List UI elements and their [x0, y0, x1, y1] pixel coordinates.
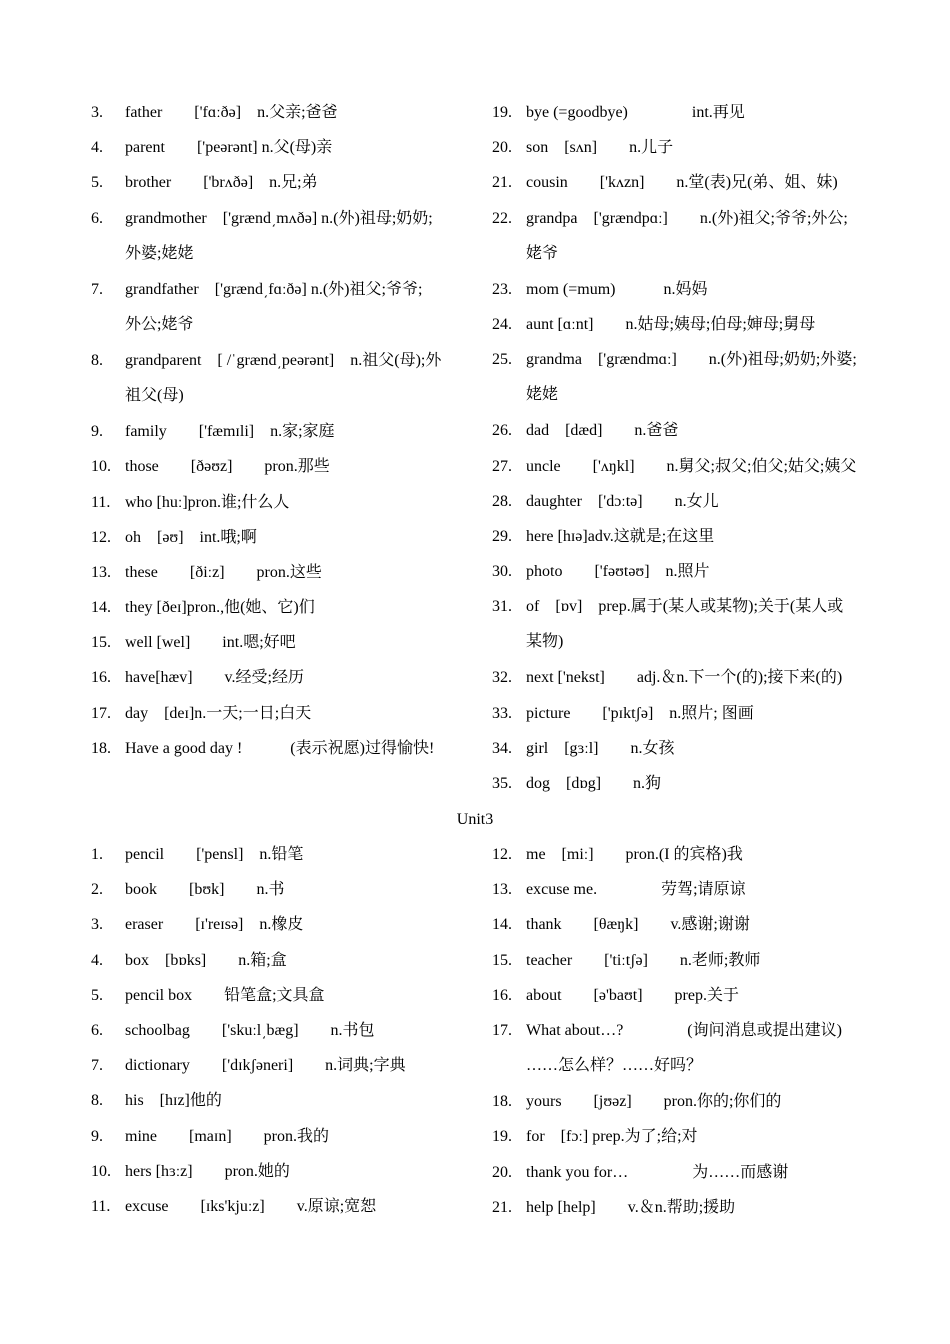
vocab-entry — [91, 1189, 471, 1224]
entry-text: excuse me. 劳驾;请原谅 — [526, 881, 746, 899]
entry-number: 32. — [492, 669, 512, 687]
entry-number: 20. — [492, 1163, 512, 1181]
vocab-entry — [492, 484, 912, 519]
entry-number: 22. — [492, 209, 512, 227]
entry-number: 17. — [91, 704, 111, 722]
vocab-entry — [91, 590, 471, 625]
entry-text: excuse [ɪks'kjuːz] v.原谅;宽恕 — [125, 1197, 377, 1215]
entry-number: 11. — [91, 493, 111, 511]
entry-text: grandfather ['grænd͵fɑːðə] n.(外)祖父;爷爷; — [125, 280, 423, 298]
entry-text: thank you for… 为……而感谢 — [526, 1163, 789, 1181]
entry-text: brother ['brʌðə] n.兄;弟 — [125, 174, 318, 192]
entry-text: book [bʊk] n.书 — [125, 881, 285, 899]
entry-text: box [bɒks] n.箱;盒 — [125, 951, 287, 969]
entry-text: me [miː] pron.(I 的宾格)我 — [526, 846, 743, 863]
entry-number: 17. — [492, 1021, 512, 1039]
entry-number: 19. — [492, 1128, 512, 1146]
entry-number: 34. — [492, 739, 512, 757]
entry-text: bye (=goodbye) int.再见 — [526, 104, 745, 121]
entry-text: of [ɒv] prep.属于(某人或某物);关于(某人或 — [526, 598, 844, 616]
vocab-entry — [91, 696, 471, 731]
vocab-entry — [91, 165, 471, 200]
entry-text: next ['nekst] adj.＆n.下一个(的);接下来(的) — [526, 669, 843, 687]
vocab-entry — [492, 872, 912, 907]
entry-continuation: 某物) — [526, 633, 564, 651]
entry-text: pencil box 铅笔盒;文具盒 — [125, 986, 325, 1004]
entry-number: 12. — [492, 846, 512, 863]
entry-text: well [wel] int.嗯;好吧 — [125, 634, 296, 652]
vocab-entry — [91, 485, 471, 520]
entry-number: 18. — [492, 1093, 512, 1111]
entry-text: pencil ['pensl] n.铅笔 — [125, 846, 304, 863]
entry-number: 16. — [91, 669, 111, 687]
entry-text: thank [θæŋk] v.感谢;谢谢 — [526, 916, 750, 934]
entry-number: 5. — [91, 986, 103, 1004]
entry-number: 26. — [492, 422, 512, 440]
vocab-entry — [492, 1013, 912, 1084]
entry-number: 4. — [91, 139, 103, 157]
entry-text: schoolbag ['skuːl͵bæg] n.书包 — [125, 1021, 375, 1039]
vocab-entry — [492, 1084, 912, 1119]
entry-number: 6. — [91, 209, 103, 227]
vocab-entry — [91, 1013, 471, 1048]
vocab-entry — [91, 343, 471, 414]
vocab-entry — [91, 731, 471, 766]
vocab-entry — [492, 837, 912, 872]
vocab-entry — [91, 1048, 471, 1083]
vocab-entry — [91, 625, 471, 660]
entry-text: cousin ['kʌzn] n.堂(表)兄(弟、姐、妹) — [526, 174, 838, 192]
vocab-entry — [492, 201, 912, 272]
vocab-entry — [91, 1083, 471, 1118]
vocab-entry — [492, 554, 912, 589]
vocab-entry — [91, 414, 471, 449]
entry-text: uncle ['ʌŋkl] n.舅父;叔父;伯父;姑父;姨父 — [526, 457, 857, 475]
entry-text: day [deɪ]n.一天;一日;白天 — [125, 704, 312, 722]
entry-number: 15. — [492, 951, 512, 969]
vocab-entry — [91, 943, 471, 978]
entry-number: 28. — [492, 492, 512, 510]
vocab-entry — [91, 95, 471, 130]
vocab-entry — [91, 872, 471, 907]
entry-number: 14. — [492, 916, 512, 934]
entry-number: 10. — [91, 458, 111, 476]
vocab-entry — [492, 1190, 912, 1225]
unit3-right-column — [492, 837, 912, 1225]
vocab-entry — [91, 907, 471, 942]
vocab-entry — [492, 589, 912, 660]
vocab-entry — [492, 660, 912, 695]
entry-number: 35. — [492, 775, 512, 793]
entry-number: 19. — [492, 104, 512, 121]
entry-number: 13. — [91, 563, 111, 581]
entry-number: 2. — [91, 881, 103, 899]
entry-text: What about…? (询问消息或提出建议) — [526, 1021, 842, 1039]
entry-number: 3. — [91, 916, 103, 934]
entry-number: 14. — [91, 599, 111, 617]
vocab-entry — [492, 519, 912, 554]
vocab-entry — [492, 449, 912, 484]
entry-text: help [help] v.＆n.帮助;援助 — [526, 1198, 736, 1216]
entry-number: 4. — [91, 951, 103, 969]
entry-continuation: 外公;姥爷 — [125, 315, 194, 333]
vocab-entry — [492, 130, 912, 165]
entry-text: they [ðeɪ]pron.,他(她、它)们 — [125, 599, 315, 617]
vocab-entry — [492, 978, 912, 1013]
entry-text: family ['fæmɪli] n.家;家庭 — [125, 423, 335, 441]
entry-number: 18. — [91, 739, 111, 757]
entry-text: his [hɪz]他的 — [125, 1092, 222, 1110]
vocab-entry — [91, 660, 471, 695]
vocab-entry — [91, 1154, 471, 1189]
entry-text: teacher ['tiːtʃə] n.老师;教师 — [526, 951, 761, 969]
entry-number: 20. — [492, 139, 512, 157]
entry-number: 23. — [492, 280, 512, 298]
entry-text: father ['fɑːðə] n.父亲;爸爸 — [125, 104, 338, 121]
vocab-entry — [492, 1119, 912, 1154]
entry-text: dog [dɒg] n.狗 — [526, 775, 662, 793]
entry-text: hers [hɜːz] pron.她的 — [125, 1162, 290, 1180]
entry-text: these [ðiːz] pron.这些 — [125, 563, 322, 581]
entry-number: 27. — [492, 457, 512, 475]
section1-left-column — [91, 95, 471, 766]
entry-number: 15. — [91, 634, 111, 652]
entry-text: son [sʌn] n.儿子 — [526, 139, 674, 157]
entry-continuation: 姥爷 — [526, 244, 559, 262]
entry-text: grandmother ['grænd͵mʌðə] n.(外)祖母;奶奶; — [125, 209, 433, 227]
entry-continuation: 祖父(母) — [125, 387, 184, 405]
entry-number: 5. — [91, 174, 103, 192]
entry-number: 8. — [91, 351, 103, 369]
vocab-entry — [91, 201, 471, 272]
entry-text: about [ə'baʊt] prep.关于 — [526, 986, 739, 1004]
entry-text: eraser [ɪ'reɪsə] n.橡皮 — [125, 916, 304, 934]
entry-text: grandpa ['grændpɑː] n.(外)祖父;爷爷;外公; — [526, 209, 848, 227]
entry-continuation: ……怎么样？……好吗？ — [526, 1057, 703, 1075]
entry-number: 31. — [492, 598, 512, 616]
entry-number: 6. — [91, 1021, 103, 1039]
vocab-entry — [91, 520, 471, 555]
entry-number: 9. — [91, 1127, 103, 1145]
entry-text: photo ['fəʊtəʊ] n.照片 — [526, 563, 710, 581]
entry-text: picture ['pɪktʃə] n.照片; 图画 — [526, 704, 754, 722]
entry-number: 33. — [492, 704, 512, 722]
entry-text: dad [dæd] n.爸爸 — [526, 422, 679, 440]
vocab-entry — [492, 1155, 912, 1190]
entry-number: 12. — [91, 528, 111, 546]
entry-text: grandma ['grændmɑː] n.(外)祖母;奶奶;外婆; — [526, 351, 857, 369]
vocab-entry — [492, 272, 912, 307]
entry-text: who [huː]pron.谁;什么人 — [125, 493, 290, 511]
entry-text: oh [əʊ] int.哦;啊 — [125, 528, 257, 546]
entry-number: 21. — [492, 174, 512, 192]
entry-text: mine [maɪn] pron.我的 — [125, 1127, 329, 1145]
vocab-entry — [492, 342, 912, 413]
vocab-entry — [492, 766, 912, 801]
entry-number: 11. — [91, 1197, 111, 1215]
unit3-title: Unit3 — [456, 811, 494, 828]
entry-text: girl [gɜːl] n.女孩 — [526, 739, 675, 757]
entry-text: for [fɔː] prep.为了;给;对 — [526, 1128, 698, 1146]
entry-text: here [hɪə]adv.这就是;在这里 — [526, 527, 715, 545]
entry-number: 8. — [91, 1092, 103, 1110]
entry-text: Have a good day ! (表示祝愿)过得愉快! — [125, 739, 435, 757]
entry-number: 16. — [492, 986, 512, 1004]
vocab-entry — [492, 731, 912, 766]
entry-number: 7. — [91, 1057, 103, 1075]
vocab-entry — [91, 449, 471, 484]
vocab-entry — [91, 837, 471, 872]
vocab-entry — [492, 165, 912, 200]
unit3-left-column — [91, 837, 471, 1224]
entry-number: 13. — [492, 881, 512, 899]
vocab-entry — [91, 1119, 471, 1154]
vocab-entry — [492, 95, 912, 130]
vocab-entry — [91, 555, 471, 590]
entry-number: 7. — [91, 280, 103, 298]
entry-text: parent ['peərənt] n.父(母)亲 — [125, 139, 333, 157]
entry-number: 29. — [492, 527, 512, 545]
entry-number: 21. — [492, 1198, 512, 1216]
entry-number: 10. — [91, 1162, 111, 1180]
entry-number: 3. — [91, 104, 103, 121]
entry-text: have[hæv] v.经受;经历 — [125, 669, 304, 687]
vocab-entry — [492, 307, 912, 342]
entry-number: 30. — [492, 563, 512, 581]
entry-text: grandparent [ /ˈgrænd͵peərənt] n.祖父(母);外 — [125, 351, 442, 369]
vocab-entry — [492, 943, 912, 978]
entry-text: yours [jʊəz] pron.你的;你们的 — [526, 1093, 782, 1111]
entry-number: 25. — [492, 351, 512, 369]
entry-text: aunt [ɑːnt] n.姑母;姨母;伯母;婶母;舅母 — [526, 315, 816, 333]
section1-right-column — [492, 95, 912, 801]
entry-text: mom (=mum) n.妈妈 — [526, 280, 708, 298]
vocab-entry — [91, 272, 471, 343]
entry-text: dictionary ['dɪkʃəneri] n.词典;字典 — [125, 1057, 406, 1075]
vocab-entry — [492, 413, 912, 448]
vocab-entry — [91, 978, 471, 1013]
entry-continuation: 外婆;姥姥 — [125, 244, 194, 262]
entry-continuation: 姥姥 — [526, 386, 559, 404]
entry-number: 9. — [91, 423, 103, 441]
entry-number: 1. — [91, 846, 103, 863]
entry-text: those [ðəʊz] pron.那些 — [125, 458, 330, 476]
vocab-entry — [91, 130, 471, 165]
vocab-entry — [492, 907, 912, 942]
entry-text: daughter ['dɔːtə] n.女儿 — [526, 492, 719, 510]
vocab-entry — [492, 696, 912, 731]
entry-number: 24. — [492, 315, 512, 333]
